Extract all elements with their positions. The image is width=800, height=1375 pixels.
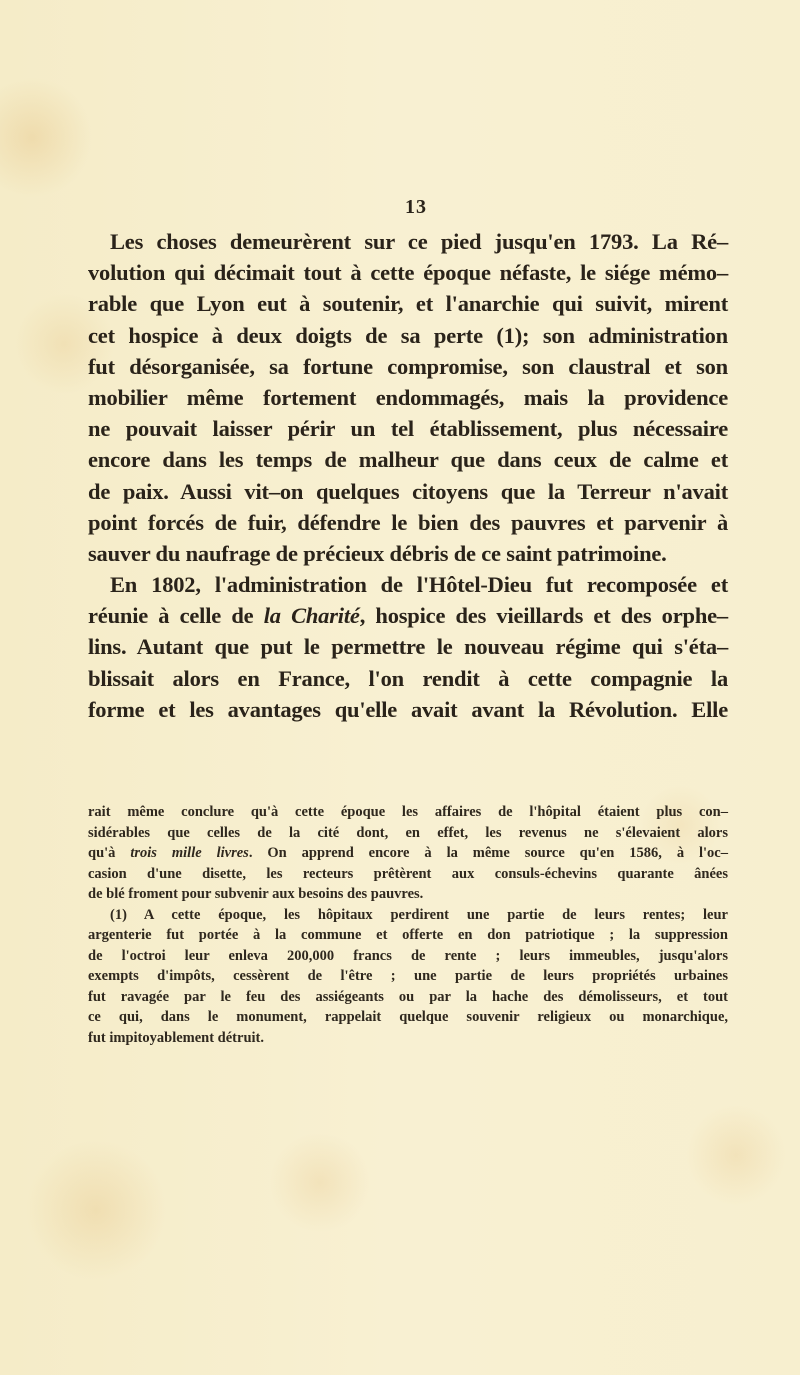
footnote-line: rait même conclure qu'à cette époque les affaires de l'hôpital étaient plus con– [88, 804, 728, 820]
footnote-line: (1) A cette époque, les hôpitaux perdirent une partie de leurs rentes; leur [110, 906, 728, 923]
text-run: . On apprend encore à la même source qu'en 1586, à l'oc– [248, 845, 728, 861]
footnote-line: de l'octroi leur enleva 200,000 francs de rente ; leurs immeubles, jusqu'alors [88, 947, 728, 964]
text-line: de paix. Aussi vit–on quelques citoyens que la Terreur n'avait [88, 478, 728, 504]
text-line: En 1802, l'administration de l'Hôtel-Dieu fut recomposée et [110, 572, 728, 598]
text-line [88, 600, 728, 631]
text-line: fut désorganisée, sa fortune compromise, son claustral et son [88, 353, 728, 379]
text-run: , hospice des vieillards et des orphe– [359, 603, 728, 629]
footnote-line: fut impitoyablement détruit. [88, 1029, 264, 1046]
italic-text: la Charité [263, 603, 360, 629]
footnote-line: exempts d'impôts, cessèrent de l'être ; une partie de leurs propriétés urbaines [88, 968, 728, 984]
text-line: cet hospice à deux doigts de sa perte (1); son administration [88, 322, 728, 348]
text-line: ne pouvait laisser périr un tel établissement, plus nécessaire [88, 416, 728, 442]
text-line: blissait alors en France, l'on rendit à cette compagnie la [88, 665, 728, 691]
footnote-line: de blé froment pour subvenir aux besoins des pauvres. [88, 886, 424, 902]
text-line: mobilier même fortement endommagés, mais la providence [88, 384, 728, 410]
text-line: volution qui décimait tout à cette époque néfaste, le siége mémo– [88, 260, 728, 286]
text-line: sauver du naufrage de précieux débris de ce saint patrimoine. [88, 540, 667, 566]
text-line: Les choses demeurèrent sur ce pied jusqu'en 1793. La Ré– [110, 229, 728, 254]
page-number: 13 [405, 196, 427, 218]
footnote-line [88, 843, 728, 864]
footnote-line: fut ravagée par le feu des assiégeants ou par la hache des démolisseurs, et tout [88, 988, 728, 1005]
text-line: forme et les avantages qu'elle avait avant la Révolution. Elle [88, 696, 728, 722]
text-run: qu'à [88, 845, 131, 861]
footnotes [88, 802, 728, 1048]
footnote-line: sidérables que celles de la cité dont, en effet, les revenus ne s'élevaient alors [88, 824, 728, 841]
text-line: encore dans les temps de malheur que dans ceux de calme et [88, 447, 728, 473]
main-text [88, 226, 728, 725]
text-line: rable que Lyon eut à soutenir, et l'anarchie qui suivit, mirent [88, 291, 728, 317]
italic-text: trois mille livres [130, 845, 249, 861]
text-line: lins. Autant que put le permettre le nouveau régime qui s'éta– [88, 634, 728, 660]
footnote-line: argenterie fut portée à la commune et offerte en don patriotique ; la suppression [88, 927, 728, 943]
text-run: réunie à celle de [88, 603, 264, 629]
text-line: point forcés de fuir, défendre le bien des pauvres et parvenir à [88, 509, 728, 535]
footnote-line: ce qui, dans le monument, rappelait quelque souvenir religieux ou monarchique, [88, 1009, 728, 1025]
footnote-line: casion d'une disette, les recteurs prêtèrent aux consuls-échevins quarante ânées [88, 865, 728, 882]
